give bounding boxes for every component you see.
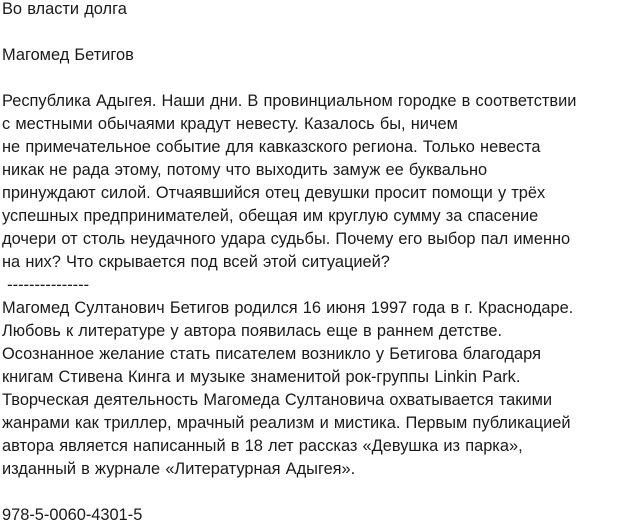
bio-line: изданный в журнале «Литературная Адыгея».: [2, 460, 356, 478]
annotation-line: дочери от столь неудачного удара судьбы. Почему его выбор пал именно: [2, 230, 571, 248]
bio-line: автора является написанный в 18 лет рассказ «Девушка из парка»,: [2, 437, 523, 455]
author-bio-paragraph: [2, 297, 630, 481]
annotation-line: на них? Что скрывается под всей этой ситуацией?: [2, 253, 390, 271]
annotation-line: принуждают силой. Отчаявшийся отец девушки просит помощи у трёх: [2, 184, 546, 202]
document-page: [2, 0, 630, 527]
isbn: 978-5-0060-4301-5: [2, 506, 143, 524]
bio-line: Осознанное желание стать писателем возникло у Бетигова благодаря: [2, 345, 541, 363]
annotation-line: Республика Адыгея. Наши дни. В провинциальном городке в соответствии: [2, 92, 577, 110]
blank-line: [2, 21, 630, 44]
bio-line: Магомед Султанович Бетигов родился 16 июня 1997 года в г. Краснодаре.: [2, 299, 574, 317]
book-author: Магомед Бетигов: [2, 46, 134, 64]
bio-line: Любовь к литературе у автора появилась еще в раннем детстве.: [2, 322, 503, 340]
annotation-paragraph: [2, 90, 630, 274]
blank-line: [2, 481, 630, 504]
separator: ---------------: [2, 276, 90, 294]
bio-line: Творческая деятельность Магомеда Султановича охватывается такими: [2, 391, 553, 409]
annotation-line: никак не рада этому, потому что выходить замуж ее буквально: [2, 161, 488, 179]
bio-line: книгам Стивена Кинга и музыке знаменитой рок-группы Linkin Park.: [2, 368, 521, 386]
annotation-line: не примечательное событие для кавказского региона. Только невеста: [2, 138, 541, 156]
blank-line: [2, 67, 630, 90]
book-title: Во власти долга: [2, 0, 127, 18]
annotation-line: успешных предпринимателей, обещая им круглую сумму за спасение: [2, 207, 539, 225]
annotation-line: с местными обычаями крадут невесту. Казалось бы, ничем: [2, 115, 458, 133]
bio-line: жанрами как триллер, мрачный реализм и мистика. Первым публикацией: [2, 414, 571, 432]
